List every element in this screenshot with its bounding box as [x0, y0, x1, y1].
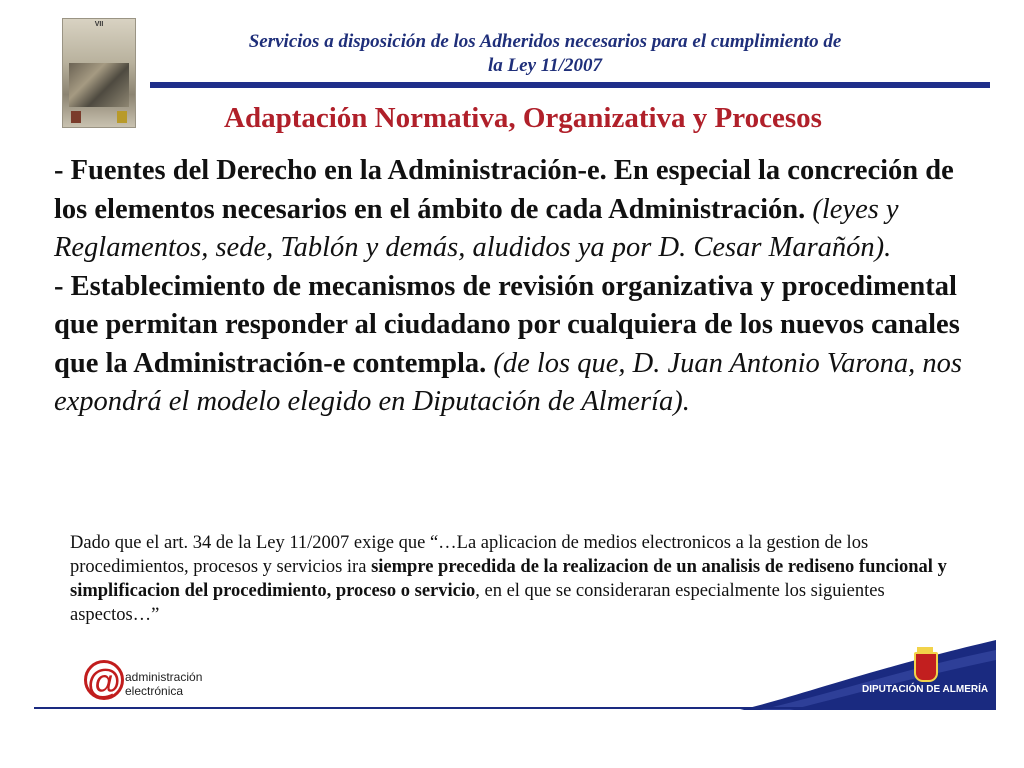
main-content	[54, 152, 974, 422]
administracion-electronica-logo	[125, 670, 202, 698]
header-line-2: la Ley 11/2007	[488, 55, 602, 76]
slide-header	[150, 30, 940, 78]
logo-line-1: administración	[125, 670, 203, 684]
point-1-italic: (leyes y Reglamentos, sede, Tablón y demás, aludidos ya por D. Cesar Marañón).	[54, 193, 899, 263]
quote-part-2: , en el que se consideraran especialmente los siguientes aspectos…”	[70, 581, 885, 625]
header-divider	[150, 82, 990, 88]
law-quote	[70, 531, 970, 627]
footer-rule	[34, 707, 996, 709]
poster-crest-right	[117, 111, 127, 123]
section-title: Adaptación Normativa, Organizativa y Procesos	[224, 102, 822, 134]
point-2-italic: (de los que, D. Juan Antonio Varona, nos expondrá el modelo elegido en Diputación de Almería).	[54, 347, 963, 417]
poster-label: VII	[94, 21, 104, 28]
point-2	[54, 268, 974, 422]
poster-photo	[69, 63, 129, 107]
quote-part-1: Dado que el art. 34 de la Ley 11/2007 exige que “…La aplicacion de medios electronicos a la gestion de los procedimientos, procesos y servicios ira	[70, 533, 869, 577]
diputacion-label: DIPUTACIÓN DE ALMERÍA	[862, 684, 989, 695]
diputacion-shield-icon	[914, 652, 938, 682]
point-1-bold: - Fuentes del Derecho en la Administración-e. En especial la concreción de los elementos necesarios en el ámbito de cada Administración.	[54, 155, 954, 225]
logo-line-2: electrónica	[125, 684, 184, 698]
at-logo-icon: @	[84, 660, 124, 700]
quote-bold: siempre precedida de la realizacion de un analisis de rediseno funcional y simplificacion del procedimiento, proceso o servicio	[70, 557, 947, 601]
header-line-1: Servicios a disposición de los Adheridos necesarios para el cumplimiento de	[248, 31, 842, 52]
crown-icon	[917, 647, 933, 653]
point-2-bold: - Establecimiento de mecanismos de revisión organizativa y procedimental que permitan responder al ciudadano por cualquiera de los nuevos canales que la Administración-e contempla.	[54, 270, 960, 379]
event-poster-thumbnail	[62, 18, 136, 128]
point-1	[54, 152, 974, 268]
poster-crest-left	[71, 111, 81, 123]
